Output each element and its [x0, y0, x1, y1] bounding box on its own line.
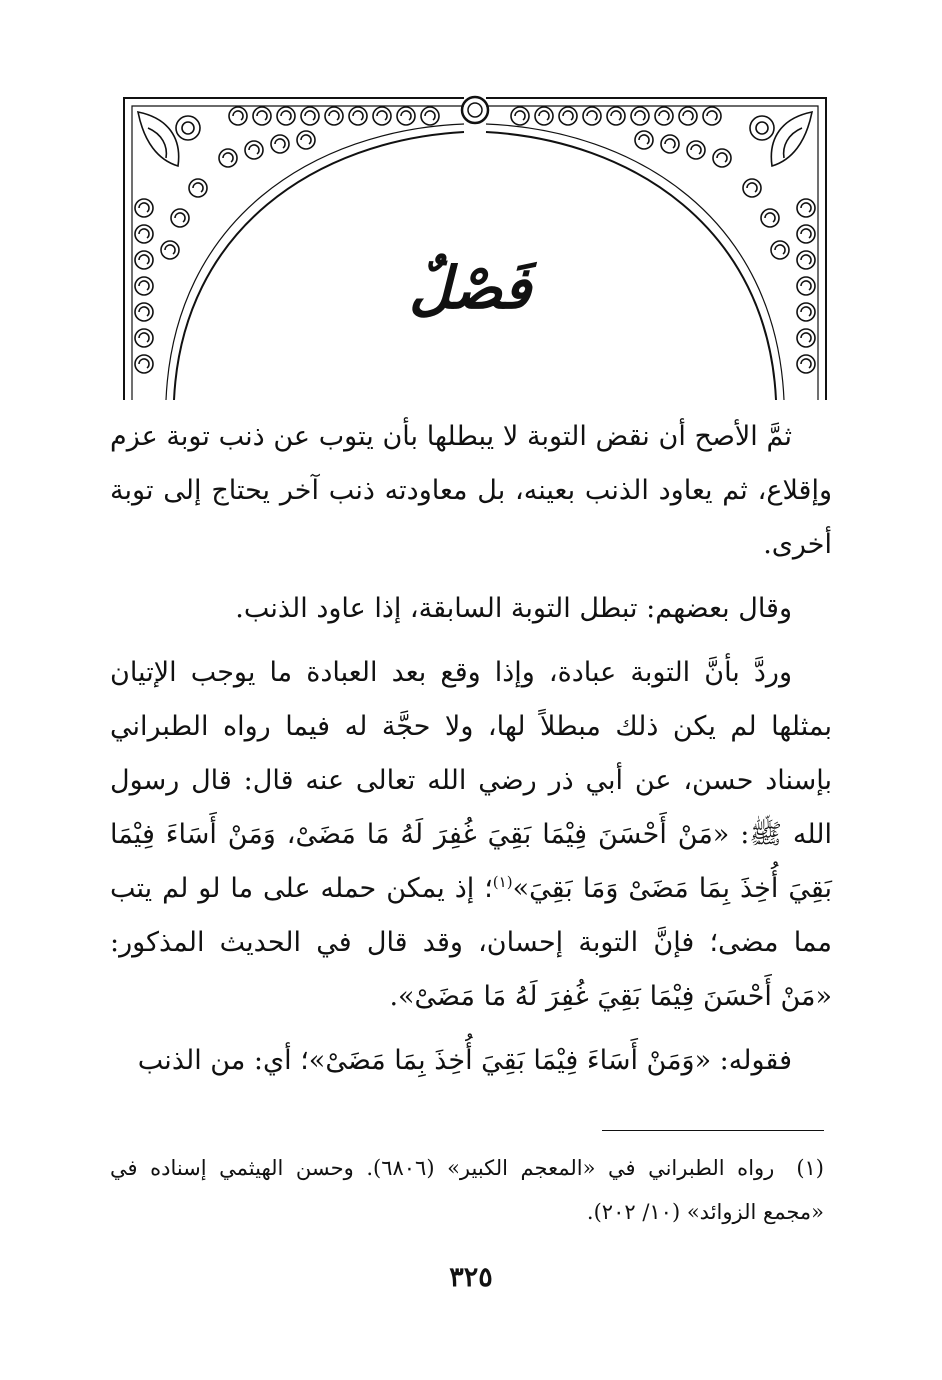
paragraph-text: وردَّ بأنَّ التوبة عبادة، وإذا وقع بعد العبادة ما يوجب الإتيان بمثلها لم يكن ذلك مبطلاً لها، ولا حجَّة له فيما رواه الطبراني بإسناد حسن، عن أبي ذر رضي الله تعالى عنه قال: قال رسول الله ﷺ: «مَنْ أَحْسَنَ فِيْمَا بَقِيَ غُفِرَ لَهُ مَا مَضَىْ، وَمَنْ أَسَاءَ فِيْمَا بَقِيَ أُخِذَ بِمَا مَضَىْ وَمَا بَقِيَ»: [110, 657, 832, 904]
arch-ornament-icon: [118, 88, 832, 404]
footnotes: [110, 1146, 824, 1234]
footnote-text: رواه الطبراني في «المعجم الكبير» (٦٨٠٦). وحسن الهيثمي إسناده في «مجمع الزوائد» (١٠/ ٢٠٢).: [110, 1156, 824, 1224]
paragraph: وقال بعضهم: تبطل التوبة السابقة، إذا عاود الذنب.: [235, 593, 792, 624]
paragraph-text: ؛ إذ يمكن حمله على ما لو لم يتب مما مضى؛ فإنَّ التوبة إحسان، وقد قال في الحديث المذكور: «مَنْ أَحْسَنَ فِيْمَا بَقِيَ غُفِرَ لَهُ مَا مَضَىْ».: [110, 873, 832, 1012]
ornamental-arch-frame: [118, 88, 832, 404]
footnote-divider: [602, 1130, 824, 1131]
footnote-item: [110, 1146, 824, 1234]
paragraph: [110, 646, 832, 1024]
chapter-title: فَصْلٌ: [409, 254, 531, 322]
footnote-number: (١): [796, 1156, 824, 1180]
paragraph: فقوله: «وَمَنْ أَسَاءَ فِيْمَا بَقِيَ أُخِذَ بِمَا مَضَىْ»؛ أي: من الذنب: [137, 1045, 792, 1076]
footnote-reference[interactable]: (١): [492, 873, 513, 891]
page-number: ٣٢٥: [449, 1262, 493, 1293]
paragraph: ثمَّ الأصح أن نقض التوبة لا يبطلها بأن يتوب عن ذنب توبة عزم وإقلاع، ثم يعاود الذنب بعينه، بل معاودته ذنب آخر يحتاج إلى توبة أخرى.: [110, 421, 832, 560]
main-text: [110, 410, 832, 1098]
